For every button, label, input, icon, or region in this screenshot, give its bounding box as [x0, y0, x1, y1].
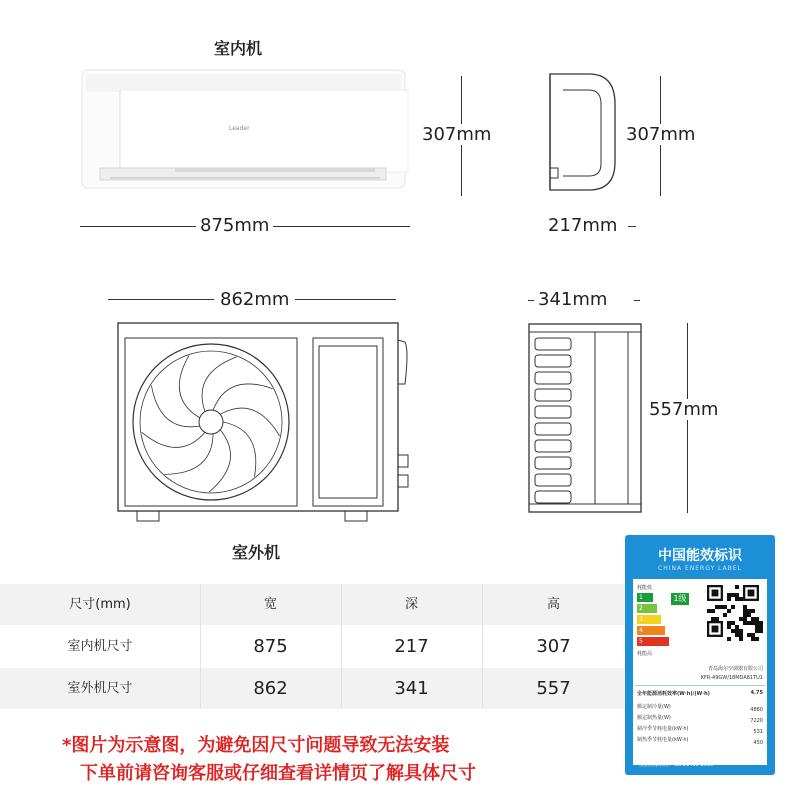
outdoor-title: 室外机 — [232, 543, 281, 562]
qr-code-icon — [707, 585, 763, 641]
outdoor-depth: 341mm — [538, 289, 608, 310]
table-row — [0, 668, 625, 709]
row-width: 862 — [253, 678, 288, 699]
table-header-width: 宽 — [263, 597, 277, 612]
row-height: 557 — [536, 678, 571, 699]
table-divider — [200, 584, 201, 709]
row-depth: 217 — [394, 636, 429, 657]
indoor-depth: 217mm — [548, 215, 618, 236]
spec-value: 450 — [753, 740, 763, 746]
row-label: 室外机尺寸 — [67, 681, 133, 696]
row-width: 875 — [253, 636, 288, 657]
indoor-depth-line — [628, 226, 636, 227]
table-header-row — [0, 584, 625, 625]
spec-label: 制热季节耗电量(kW·h) — [637, 737, 689, 743]
outdoor-depth-line-left — [528, 300, 534, 301]
outdoor-unit-front-drawing — [115, 320, 415, 525]
indoor-height-front: 307mm — [422, 124, 492, 145]
standard-note: 依据国家标准：GB 21455-2019 — [639, 762, 714, 768]
outdoor-unit-side-drawing — [525, 320, 645, 520]
energy-label-title: 中国能效标识 — [658, 548, 742, 564]
row-height: 307 — [536, 636, 571, 657]
note-line-2: 下单前请咨询客服或仔细查看详情页了解具体尺寸 — [80, 763, 476, 784]
grade-bar: 4 — [637, 626, 665, 635]
indoor-unit-side-drawing — [545, 70, 620, 195]
brand-logo: Leader — [229, 125, 250, 132]
outdoor-width: 862mm — [214, 289, 295, 310]
table-divider — [341, 584, 342, 709]
manufacturer: 青岛海尔空调器有限公司 — [707, 666, 763, 672]
spec-label: 额定制热量(W) — [637, 715, 671, 721]
spec-value: 7220 — [750, 718, 763, 724]
high-consumption-label: 耗能高 — [637, 651, 653, 657]
energy-label-body — [633, 579, 767, 765]
table-header-size: 尺寸(mm) — [69, 597, 131, 612]
grade-bar: 1 — [637, 593, 653, 602]
energy-label-subtitle: CHINA ENERGY LABEL — [658, 565, 742, 572]
grade-bar: 2 — [637, 604, 657, 613]
table-row — [0, 626, 625, 667]
model-number: KFR-49GW/18MDA81TU1 — [700, 675, 763, 681]
spec-value: 531 — [753, 729, 763, 735]
note-line-1: *图片为示意图，为避免因尺寸问题导致无法安装 — [62, 735, 450, 756]
grade-bar: 3 — [637, 615, 661, 624]
efficiency-value: 4.75 — [750, 690, 763, 696]
table-divider — [482, 584, 483, 709]
table-header-depth: 深 — [404, 597, 418, 612]
low-consumption-label: 耗能低 — [637, 585, 653, 591]
table-header-height: 高 — [546, 597, 560, 612]
spec-value: 4880 — [750, 707, 763, 713]
indoor-title: 室内机 — [214, 39, 263, 58]
indoor-height-side: 307mm — [626, 124, 696, 145]
spec-label: 制冷季节耗电量(kW·h) — [637, 726, 689, 732]
spec-label: 额定制冷量(W) — [637, 704, 671, 710]
efficiency-label: 全年能源消耗效率(W·h)/(W·h) — [637, 691, 710, 697]
grade-badge: 1级 — [671, 593, 689, 605]
row-label: 室内机尺寸 — [67, 639, 133, 654]
outdoor-depth-line-right — [634, 300, 640, 301]
indoor-width: 875mm — [196, 215, 273, 236]
energy-label — [625, 535, 775, 775]
row-depth: 341 — [394, 678, 429, 699]
outdoor-height: 557mm — [649, 399, 719, 420]
divider — [635, 685, 765, 686]
grade-bar: 5 — [637, 637, 669, 646]
